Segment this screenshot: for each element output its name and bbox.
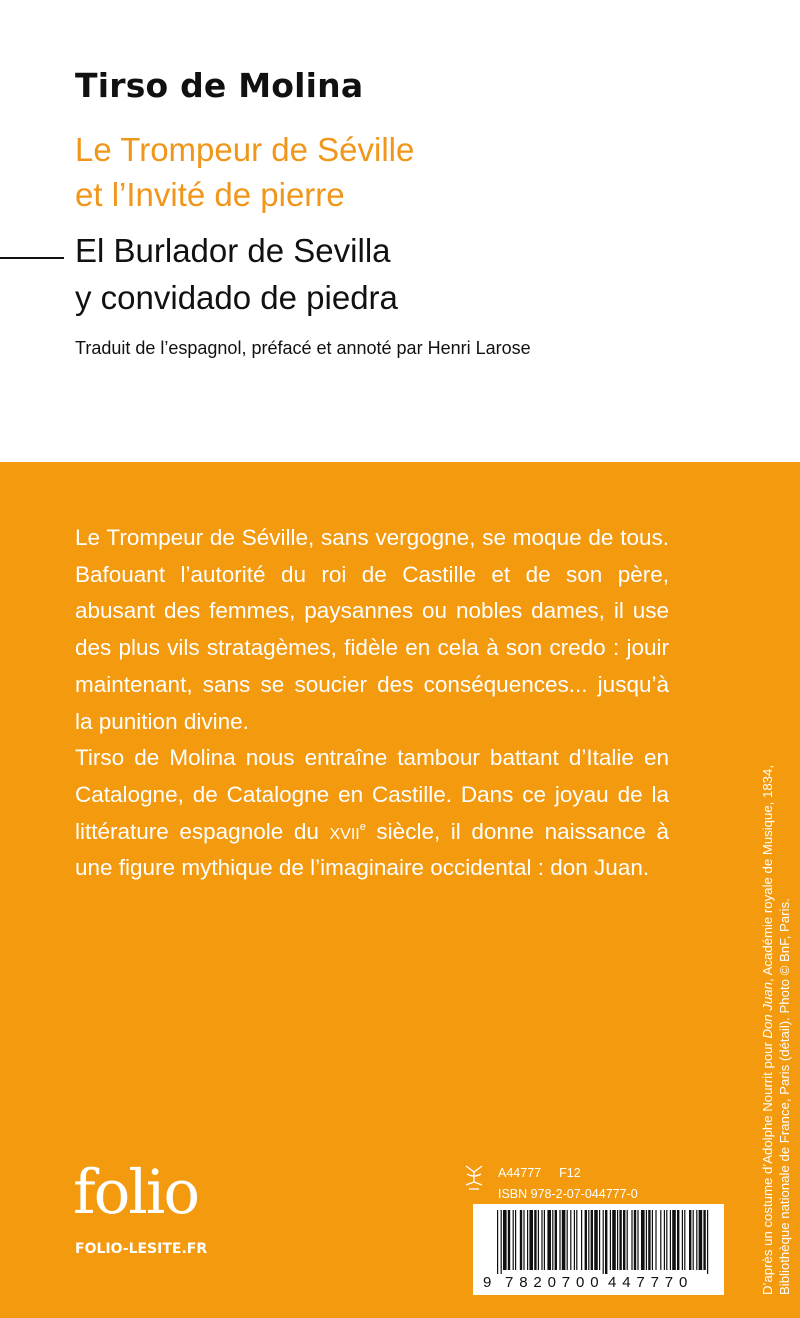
barcode-bar: [538, 1210, 539, 1270]
folio-website[interactable]: FOLIO-LESITE.FR: [75, 1241, 208, 1257]
barcode-bar: [570, 1210, 571, 1270]
barcode-bar: [693, 1210, 694, 1270]
barcode-bar: [605, 1210, 607, 1274]
barcode-bar: [637, 1210, 638, 1270]
author-name: Tirso de Molina: [75, 66, 364, 105]
barcode-bar: [594, 1210, 598, 1270]
barcode-bar: [646, 1210, 647, 1270]
barcode-bar: [544, 1210, 545, 1270]
book-summary: [75, 520, 669, 887]
barcode-digit: 7: [505, 1274, 514, 1291]
barcode-bar: [689, 1210, 691, 1270]
barcode-bar: [699, 1210, 703, 1270]
folio-logo: folio: [73, 1157, 199, 1228]
translator-credit: Traduit de l’espagnol, préfacé et annoté par Henri Larose: [75, 338, 531, 358]
barcode-bar: [527, 1210, 528, 1270]
price-code: F12: [559, 1166, 581, 1180]
barcode-bar: [634, 1210, 636, 1270]
barcode-bar: [503, 1210, 507, 1270]
barcode-bar: [559, 1210, 560, 1270]
summary-paragraph-2: [75, 740, 669, 887]
barcode-bar: [652, 1210, 653, 1270]
barcode-bar: [660, 1210, 661, 1270]
barcode-bar: [664, 1210, 665, 1270]
barcode-bar: [603, 1210, 604, 1274]
publisher-emblem-icon: [462, 1163, 486, 1193]
reference-code: A44777: [498, 1166, 542, 1180]
barcode-bar: [574, 1210, 575, 1270]
barcode-bar: [534, 1210, 536, 1270]
barcode-bar: [627, 1210, 628, 1270]
image-credit-vertical: [759, 695, 793, 1295]
summary-paragraph-2-start: Tirso de Molina nous entraîne tambour battant d’Italie en Catalogne, de Catalogne en Castille. Dans ce joyau de la littérature espagnole du: [75, 745, 669, 844]
barcode-digit: 4: [622, 1274, 631, 1291]
barcode-bar: [529, 1210, 533, 1270]
barcode-bar: [555, 1210, 557, 1270]
barcode-digit: 8: [519, 1274, 528, 1291]
barcode-bar: [591, 1210, 593, 1270]
barcode-digit: 7: [636, 1274, 645, 1291]
summary-paragraph-1: Le Trompeur de Séville, sans vergogne, se moque de tous. Bafouant l’autorité du roi de Castille et de son père, abusant des femmes, paysannes ou nobles dames, il use des plus vils stratagèmes, fidèle en cela à son credo : jouir maintenant, sans se soucier des conséquences... jusqu’à la punition divine.: [75, 525, 669, 734]
barcode-bar: [599, 1210, 600, 1270]
image-credit-line-2: Bibliothèque nationale de France, Paris (détail). Photo © BnF, Paris.: [777, 898, 792, 1295]
isbn-number: ISBN 978-2-07-044777-0: [498, 1187, 638, 1201]
credit-work-title: Don Juan: [760, 981, 775, 1039]
barcode-bar: [619, 1210, 621, 1270]
barcode-bar: [666, 1210, 667, 1270]
barcode-digit: 4: [608, 1274, 617, 1291]
french-title-line-2: et l’Invité de pierre: [75, 176, 345, 213]
barcode-bar: [581, 1210, 582, 1270]
isbn-barcode: [473, 1204, 724, 1295]
french-title-line-1: Le Trompeur de Séville: [75, 131, 415, 168]
barcode-bars: [473, 1204, 724, 1274]
barcode-bar: [612, 1210, 616, 1270]
barcode-bar: [501, 1210, 502, 1274]
spanish-title-line-2: y convidado de piedra: [75, 279, 398, 316]
century-superscript: e: [359, 820, 366, 833]
barcode-bar: [631, 1210, 632, 1270]
spanish-title-line-1: El Burlador de Sevilla: [75, 232, 391, 269]
barcode-bar: [588, 1210, 589, 1270]
barcode-bar: [562, 1210, 566, 1270]
barcode-bar: [655, 1210, 656, 1270]
barcode-digit: 0: [679, 1274, 688, 1291]
barcode-bar: [547, 1210, 551, 1270]
barcode-bar: [508, 1210, 510, 1270]
century-roman-numeral: xvii: [329, 818, 360, 844]
image-credit-line-1: [759, 695, 776, 1295]
barcode-bar: [682, 1210, 683, 1270]
spanish-title: [75, 227, 398, 321]
barcode-bar: [696, 1210, 697, 1270]
barcode-bar: [707, 1210, 708, 1274]
barcode-bar: [703, 1210, 705, 1270]
barcode-bar: [677, 1210, 679, 1270]
credit-line-1-end: , Académie royale de Musique, 1834,: [760, 764, 775, 982]
credit-line-1-start: D’après un costume d’Adolphe Nourrit pour: [760, 1038, 775, 1295]
barcode-digit: 0: [576, 1274, 585, 1291]
barcode-bar: [610, 1210, 611, 1270]
barcode-bar: [623, 1210, 625, 1270]
title-divider-rule: [0, 257, 64, 259]
barcode-bar: [552, 1210, 553, 1270]
barcode-bar: [648, 1210, 650, 1270]
barcode-bar: [617, 1210, 618, 1270]
barcode-bar: [684, 1210, 685, 1270]
barcode-bar: [672, 1210, 676, 1270]
barcode-bar: [641, 1210, 645, 1270]
ref-line: [498, 1163, 638, 1184]
barcode-bar: [520, 1210, 522, 1270]
top-white-panel: [0, 0, 800, 462]
barcode-digit: 7: [650, 1274, 659, 1291]
barcode-digit: 0: [547, 1274, 556, 1291]
barcode-bar: [567, 1210, 568, 1270]
barcode-bar: [585, 1210, 587, 1270]
barcode-digit: 0: [590, 1274, 599, 1291]
barcode-bar: [497, 1210, 498, 1274]
barcode-bar: [670, 1210, 671, 1270]
barcode-bar: [515, 1210, 516, 1270]
barcode-digit: 9: [483, 1274, 492, 1291]
barcode-bar: [523, 1210, 524, 1270]
barcode-digit: 7: [664, 1274, 674, 1291]
book-codes: [498, 1163, 638, 1205]
barcode-bar: [541, 1210, 542, 1270]
barcode-digit: 7: [561, 1274, 571, 1291]
summary-paragraph-2-end: siècle, il donne naissance à une figure mythique de l’imaginaire occidental : don Juan.: [75, 818, 669, 881]
barcode-bar: [513, 1210, 514, 1270]
barcode-digit: 2: [533, 1274, 542, 1291]
barcode-bar: [576, 1210, 577, 1270]
french-title: [75, 127, 414, 217]
